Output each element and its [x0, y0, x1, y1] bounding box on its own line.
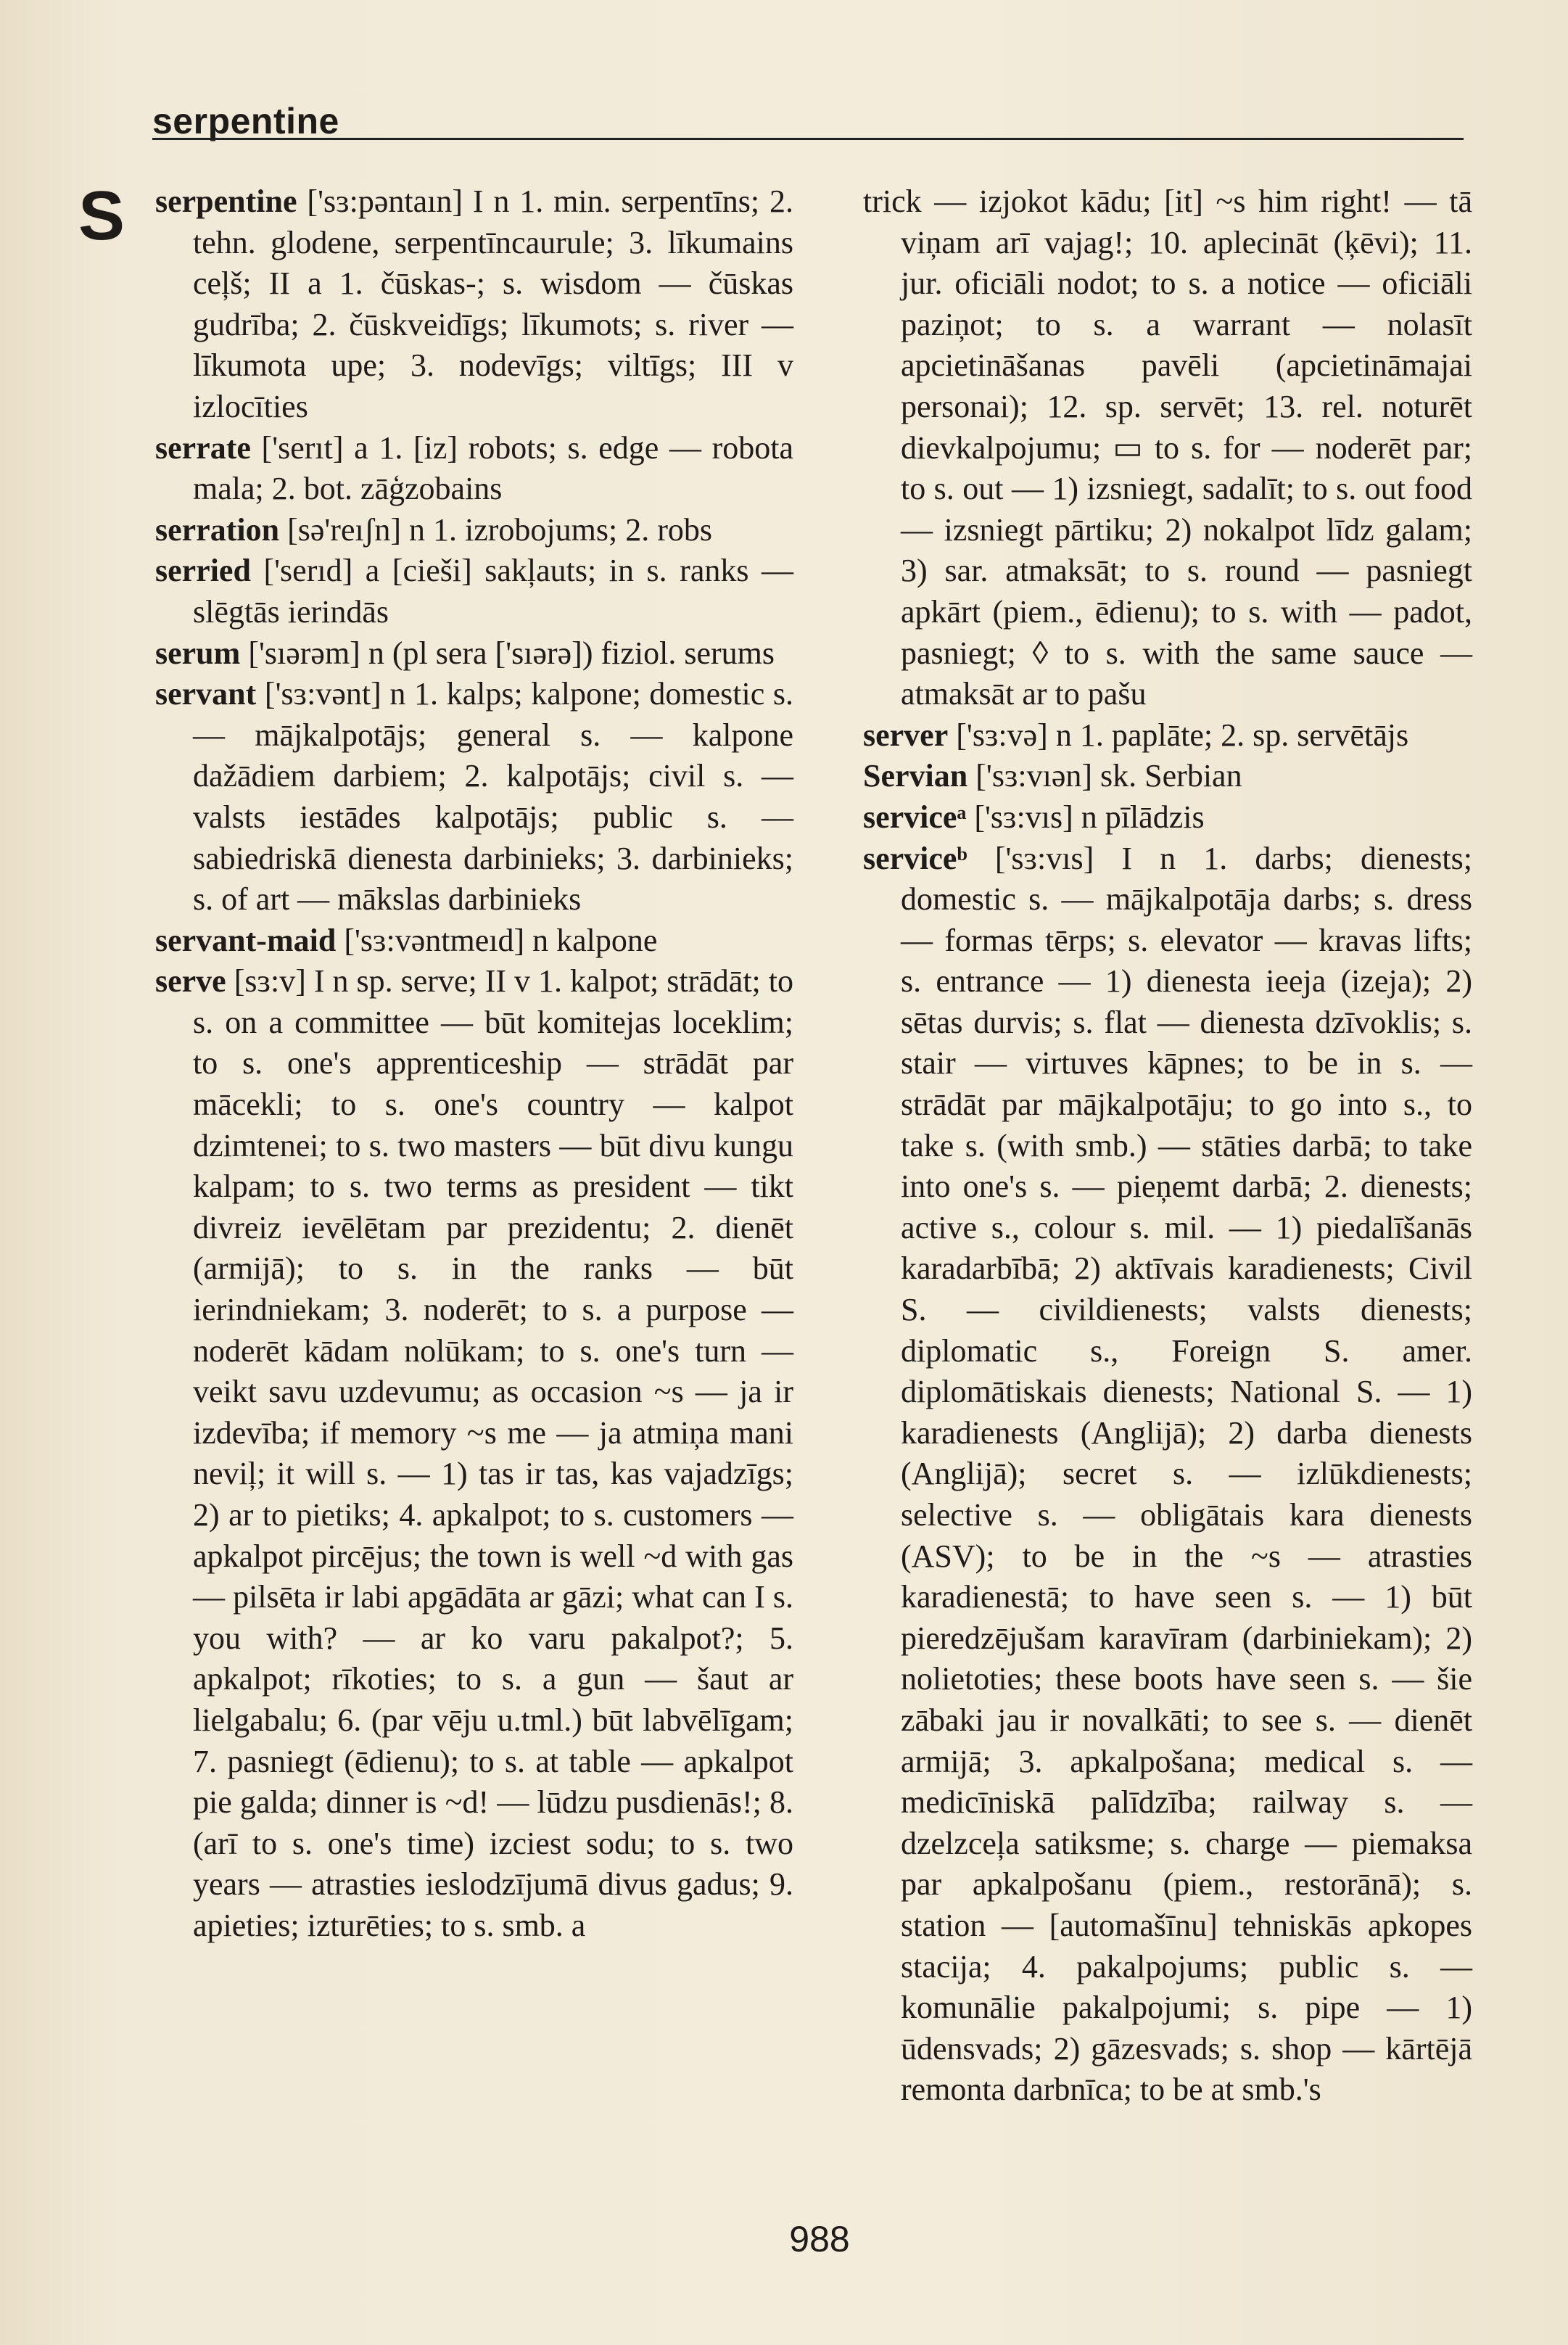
dictionary-entry: [155, 674, 793, 920]
headword: serrate: [155, 429, 251, 466]
dictionary-entry: [155, 920, 793, 962]
dictionary-entry-continuation: [863, 181, 1472, 715]
right-column: [863, 181, 1472, 2111]
headword: server: [863, 717, 949, 753]
headword: servant-maid: [155, 922, 337, 958]
running-head: serpentine: [152, 101, 339, 141]
entry-body: ['sɜ:vənt] n 1. kalps; kalpone; domestic s. — mājkalpotājs; general s. — kalpone dažādiem darbiem; 2. kalpotājs; civil s. — valsts iestādes kalpotājs; public s. — sabiedriskā dienesta darbinieks; 3. darbinieks; s. of art — mākslas darbinieks: [193, 676, 793, 918]
headword: serve: [155, 963, 226, 1000]
entry-body: [sə'reıʃn] n 1. izrobojums; 2. robs: [279, 511, 712, 548]
dictionary-entry: [155, 551, 793, 632]
entry-body: [sɜ:v] I n sp. serve; II v 1. kalpot; strādāt; to s. on a committee — būt komitejas loceklim; to s. one's apprenticeship — strādāt par mācekli; to s. one's country — kalpot dzimtenei; to s. two masters — būt divu kungu kalpam; to s. two terms as president — tikt divreiz ievēlētam par prezidentu; 2. dienēt (armijā); to s. in the ranks — būt ierindniekam; 3. noderēt; to s. a purpose — noderēt kādam nolūkam; to s. one's turn — veikt savu uzdevumu; as occasion ~s — ja ir izdevība; if memory ~s me — ja atmiņa mani neviļ; it will s. — 1) tas ir tas, kas vajadzīgs; 2) ar to pietiks; 4. apkalpot; to s. customers — apkalpot pircējus; the town is well ~d with gas — pilsēta ir labi apgādāta ar gāzi; what can I s. you with? — ar ko varu pakalpot?; 5. apkalpot; rīkoties; to s. a gun — šaut ar lielgabalu; 6. (par vēju u.tml.) būt labvēlīgam; 7. pasniegt (ēdienu); to s. at table — apkalpot pie galda; dinner is ~d! — lūdzu pusdienās!; 8. (arī to s. one's time) izciest sodu; to s. two years — atrasties ieslodzījumā divus gadus; 9. apieties; izturēties; to s. smb. a: [193, 963, 793, 1943]
headword: serviceᵃ: [863, 799, 967, 835]
entry-body: ['sɜ:vıs] I n 1. darbs; dienests; domestic s. — mājkalpotāja darbs; s. dress — formas tērps; s. elevator — kravas lifts; s. entrance — 1) dienesta ieeja (izeja); 2) sētas durvis; s. flat — dienesta dzīvoklis; s. stair — virtuves kāpnes; to be in s. — strādāt par mājkalpotāju; to go into s., to take s. (with smb.) — stāties darbā; to take into one's s. — pieņemt darbā; 2. dienests; active s., colour s. mil. — 1) piedalīšanās karadarbībā; 2) aktīvais karadienests; Civil S. — civildienests; valsts dienests; diplomatic s., Foreign S. amer. diplomātiskais dienests; National S. — 1) karadienests (Anglijā); 2) darba dienests (Anglijā); secret s. — izlūkdienests; selective s. — obligātais kara dienests (ASV); to be in the ~s — atrasties karadienestā; to have seen s. — 1) būt pieredzējušam karavīram (darbiniekam); 2) nolietoties; these boots have seen s. — šie zābaki jau ir novalkāti; to see s. — dienēt armijā; 3. apkalpošana; medical s. — medicīniskā palīdzība; railway s. — dzelzceļa satiksme; s. charge — piemaksa par apkalpošanu (piem., restorānā); s. station — [automašīnu] tehniskās apkopes stacija; 4. pakalpojums; public s. — komunālie pakalpojumi; s. pipe — 1) ūdensvads; 2) gāzesvads; s. shop — kārtējā remonta darbnīca; to be at smb.'s: [901, 840, 1472, 2108]
entry-body: ['serıd] a [cieši] sakļauts; in s. ranks — slēgtās ierindās: [193, 553, 793, 630]
headword: serviceᵇ: [863, 840, 967, 876]
header-rule: [152, 138, 1464, 140]
left-column: [155, 181, 793, 1947]
dictionary-entry: [863, 797, 1472, 838]
dictionary-entry: [155, 633, 793, 675]
headword: serried: [155, 553, 251, 589]
headword: servant: [155, 676, 257, 712]
headword: serpentine: [155, 184, 297, 219]
entry-body: ['sɜ:pəntaın] I n 1. min. serpentīns; 2. tehn. glodene, serpentīncaurule; 3. līkumains ceļš; II a 1. čūskas-; s. wisdom — čūskas gudrība; 2. čūskveidīgs; līkumots; s. river — līkumota upe; 3. nodevīgs; viltīgs; III v izlocīties: [193, 184, 793, 424]
headword: serration: [155, 511, 280, 548]
entry-body: ['sɜ:vıən] sk. Serbian: [967, 758, 1242, 794]
dictionary-entry: [863, 715, 1472, 757]
dictionary-entry: [155, 510, 793, 551]
section-letter: S: [78, 177, 125, 255]
entry-body: ['sıərəm] n (pl sera ['sıərə]) fiziol. serums: [240, 635, 775, 671]
entry-body: ['sɜ:vıs] n pīlādzis: [966, 799, 1205, 835]
entry-body: ['sɜ:vəntmeıd] n kalpone: [336, 922, 658, 958]
entry-body: ['serıt] a 1. [iz] robots; s. edge — robota mala; 2. bot. zāģzobains: [193, 429, 793, 507]
dictionary-entry: [155, 428, 793, 510]
dictionary-entry: [863, 756, 1472, 797]
dictionary-entry: [155, 961, 793, 1946]
page-number: 988: [789, 2219, 850, 2259]
headword: serum: [155, 635, 241, 671]
entry-body: trick — izjokot kādu; [it] ~s him right! — tā viņam arī vajag!; 10. aplecināt (ķēvi); 11. jur. oficiāli nodot; to s. a notice — oficiāli paziņot; to s. a warrant — nolasīt apcietināšanas pavēli (apcietināmajai personai); 12. sp. servēt; 13. rel. noturēt dievkalpojumu; ▭ to s. for — noderēt par; to s. out — 1) izsniegt, sadalīt; to s. out food — izsniegt pārtiku; 2) nokalpot līdz galam; 3) sar. atmaksāt; to s. round — pasniegt apkārt (piem., ēdienu); to s. with — padot, pasniegt; ◊ to s. with the same sauce — atmaksāt ar to pašu: [863, 184, 1472, 712]
dictionary-entry: [155, 181, 793, 428]
headword: Servian: [863, 758, 968, 794]
entry-body: ['sɜ:və] n 1. paplāte; 2. sp. servētājs: [948, 717, 1409, 753]
dictionary-entry: [863, 838, 1472, 2111]
